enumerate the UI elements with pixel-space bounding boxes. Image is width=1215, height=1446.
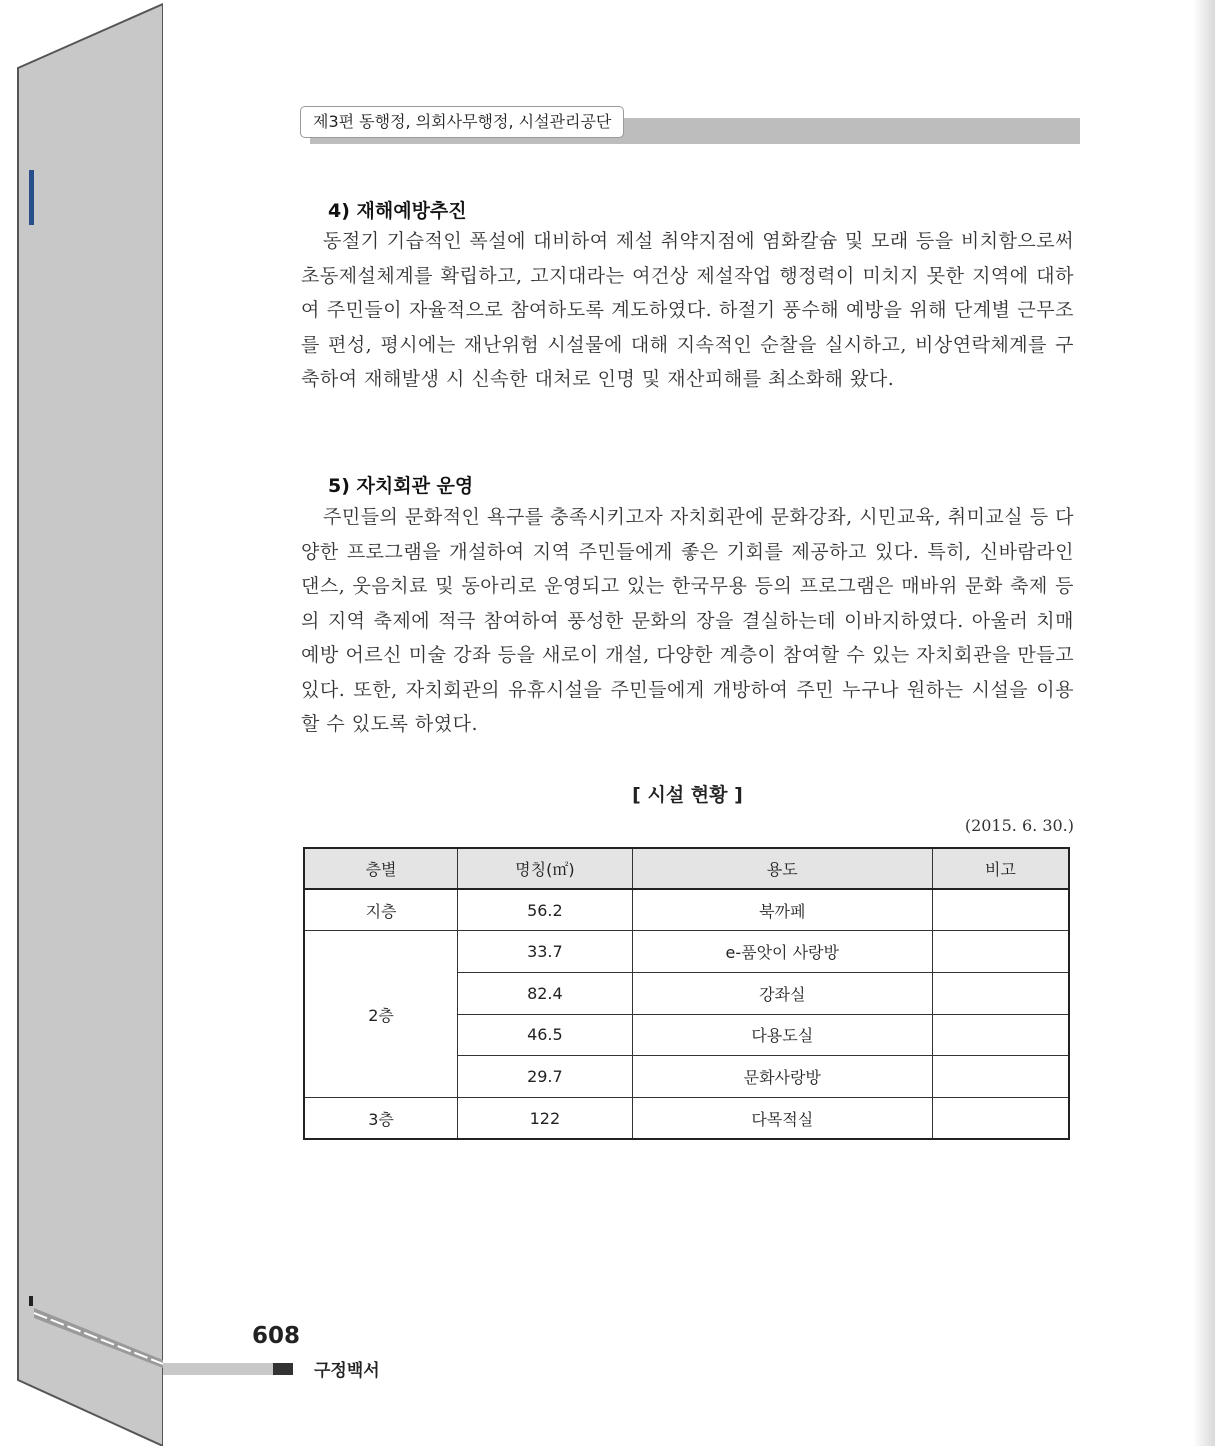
cell-note	[932, 972, 1069, 1014]
cell-area: 56.2	[458, 889, 633, 931]
cell-use: 북까페	[632, 889, 932, 931]
cell-note	[932, 1014, 1069, 1056]
header-area: 명칭(㎡)	[458, 848, 633, 889]
page-edge-shadow	[1193, 0, 1215, 1446]
cell-floor: 지층	[304, 889, 458, 931]
book-title: 구정백서	[314, 1361, 380, 1381]
table-row	[304, 931, 1069, 973]
book-spine-graphic	[0, 0, 170, 1446]
cell-area: 46.5	[458, 1014, 633, 1056]
cell-use: 문화사랑방	[632, 1056, 932, 1098]
cell-floor: 2층	[304, 931, 458, 1098]
cell-area: 82.4	[458, 972, 633, 1014]
section-body-community-center	[301, 500, 1074, 742]
section-title-community-center: 5) 자치회관 운영	[328, 475, 474, 497]
header-use: 용도	[632, 848, 932, 889]
chapter-header: 제3편 동행정, 의회사무행정, 시설관리공단	[300, 106, 624, 138]
table-title: [ 시설 현황 ]	[632, 784, 743, 806]
cell-note	[932, 1056, 1069, 1098]
section-body-disaster-prevention	[301, 224, 1074, 397]
cell-use: 강좌실	[632, 972, 932, 1014]
cell-use: 다용도실	[632, 1014, 932, 1056]
table-row	[304, 889, 1069, 931]
header-floor: 층별	[304, 848, 458, 889]
cell-note	[932, 1098, 1069, 1140]
section-text: 동절기 기습적인 폭설에 대비하여 제설 취약지점에 염화칼슘 및 모래 등을 비치함으로써 초동제설체계를 확립하고, 고지대라는 여건상 제설작업 행정력이 미치지 못한 지역에 대하여 주민들이 자율적으로 참여하도록 계도하였다. 하절기 풍수해 예방을 위해 단계별 근무조를 편성, 평시에는 재난위험 시설물에 대해 지속적인 순찰을 실시하고, 비상연락체계를 구축하여 재해발생 시 신속한 대처로 인명 및 재산피해를 최소화해 왔다.	[301, 230, 1074, 390]
cell-note	[932, 889, 1069, 931]
facility-table	[303, 847, 1070, 1140]
table-date: (2015. 6. 30.)	[964, 816, 1074, 835]
header-note: 비고	[932, 848, 1069, 889]
cell-area: 29.7	[458, 1056, 633, 1098]
cell-area: 122	[458, 1098, 633, 1140]
section-title-disaster-prevention: 4) 재해예방추진	[328, 200, 467, 222]
table-row	[304, 1098, 1069, 1140]
cell-use: e-품앗이 사랑방	[632, 931, 932, 973]
cell-note	[932, 931, 1069, 973]
section-text: 주민들의 문화적인 욕구를 충족시키고자 자치회관에 문화강좌, 시민교육, 취미교실 등 다양한 프로그램을 개설하여 지역 주민들에게 좋은 기회를 제공하고 있다. 특히, 신바람라인댄스, 웃음치료 및 동아리로 운영되고 있는 한국무용 등의 프로그램은 매바위 문화 축제 등의 지역 축제에 적극 참여하여 풍성한 문화의 장을 결실하는데 이바지하였다. 아울러 치매예방 어르신 미술 강좌 등을 새로이 개설, 다양한 계층이 참여할 수 있는 자치회관을 만들고 있다. 또한, 자치회관의 유휴시설을 주민들에게 개방하여 주민 누구나 원하는 시설을 이용할 수 있도록 하였다.	[301, 506, 1074, 735]
footer-bar	[163, 1363, 273, 1375]
cell-floor: 3층	[304, 1098, 458, 1140]
table-header-row	[304, 848, 1069, 889]
footer-block	[273, 1363, 293, 1375]
cell-use: 다목적실	[632, 1098, 932, 1140]
page-number: 608	[252, 1323, 301, 1349]
cell-area: 33.7	[458, 931, 633, 973]
